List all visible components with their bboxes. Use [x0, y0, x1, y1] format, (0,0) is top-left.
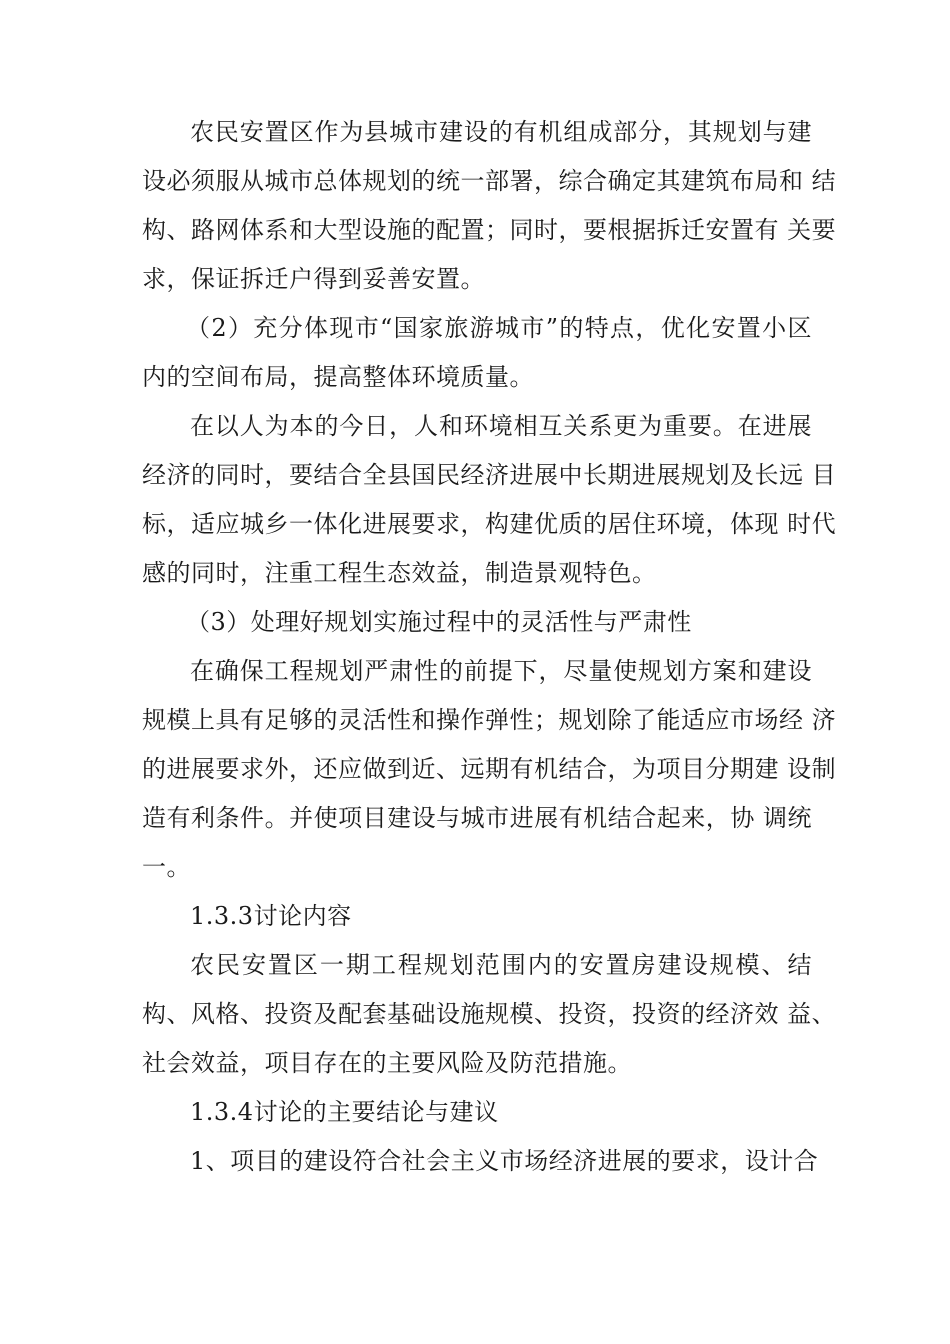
section-heading — [142, 1088, 812, 1137]
text-line: 在确保工程规划严肃性的前提下，尽量使规划方案和建设 — [190, 657, 812, 685]
text-line: 农民安置区作为县城市建设的有机组成部分，其规划与建 — [190, 118, 812, 146]
text-line: 1、项目的建设符合社会主义市场经济进展的要求，设计合 — [190, 1147, 819, 1175]
text-line: 在以人为本的今日，人和环境相互关系更为重要。在进展 — [190, 412, 812, 440]
document-page — [142, 108, 837, 1186]
text-line: 一。 — [142, 853, 191, 881]
text-line: 构、路网体系和大型设施的配置；同时，要根据拆迁安置有 关要 — [142, 216, 837, 244]
text-line: 感的同时，注重工程生态效益，制造景观特色。 — [142, 559, 657, 587]
paragraph — [142, 1137, 819, 1186]
paragraph — [142, 941, 837, 1088]
text-line: 内的空间布局，提高整体环境质量。 — [142, 363, 534, 391]
paragraph — [142, 647, 837, 892]
text-line: 求，保证拆迁户得到妥善安置。 — [142, 265, 485, 293]
paragraph — [142, 108, 837, 304]
paragraph — [142, 304, 812, 402]
text-line: 构、风格、投资及配套基础设施规模、投资，投资的经济效 益、 — [142, 1000, 837, 1028]
text-line: 规模上具有足够的灵活性和操作弹性；规划除了能适应市场经 济 — [142, 706, 837, 734]
text-line: 造有利条件。并使项目建设与城市进展有机结合起来，协 调统 — [142, 804, 812, 832]
text-line: （3）处理好规划实施过程中的灵活性与严肃性 — [186, 608, 692, 636]
text-line: 农民安置区一期工程规划范围内的安置房建设规模、结 — [190, 951, 812, 979]
text-line: 设必须服从城市总体规划的统一部署，综合确定其建筑布局和 结 — [142, 167, 837, 195]
text-line: 1.3.3讨论内容 — [190, 902, 352, 930]
section-heading — [142, 892, 812, 941]
text-line: 经济的同时，要结合全县国民经济进展中长期进展规划及长远 目 — [142, 461, 837, 489]
text-line: （2）充分体现市“国家旅游城市”的特点，优化安置小区 — [186, 314, 812, 342]
section-heading — [142, 598, 812, 647]
paragraph — [142, 402, 837, 598]
text-line: 1.3.4讨论的主要结论与建议 — [190, 1098, 499, 1126]
text-line: 的进展要求外，还应做到近、远期有机结合，为项目分期建 设制 — [142, 755, 837, 783]
text-line: 社会效益，项目存在的主要风险及防范措施。 — [142, 1049, 632, 1077]
text-line: 标，适应城乡一体化进展要求，构建优质的居住环境，体现 时代 — [142, 510, 837, 538]
